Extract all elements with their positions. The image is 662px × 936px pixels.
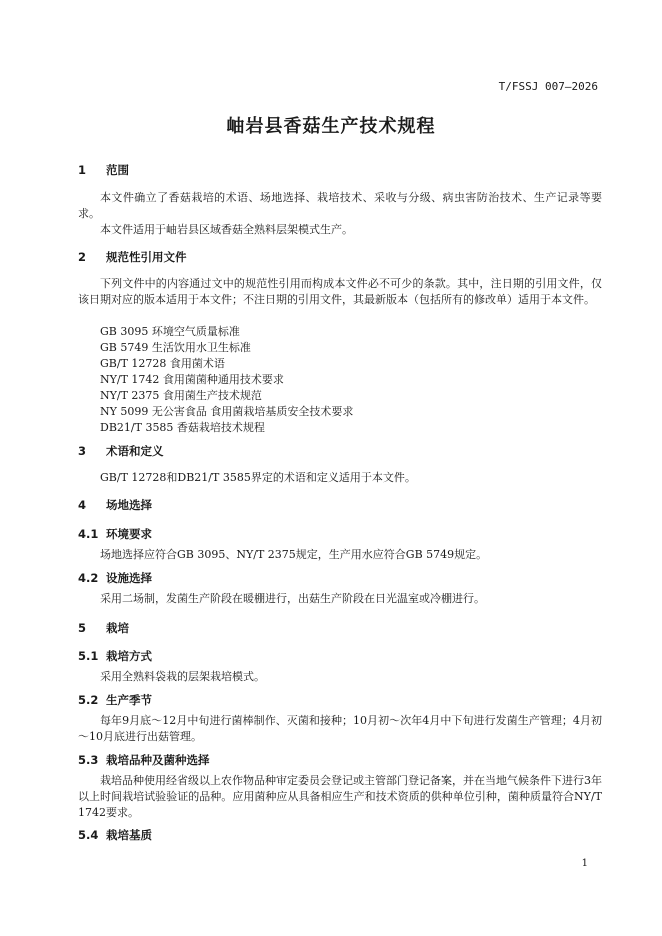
section-title: 栽培方式 <box>106 649 152 663</box>
section-title: 术语和定义 <box>106 444 164 458</box>
reference-item: GB 5749 生活饮用水卫生标准 <box>100 341 251 354</box>
section-number: 2 <box>78 250 87 264</box>
section-number: 1 <box>78 163 87 177</box>
paragraph: 每年9月底～12月中旬进行菌棒制作、灭菌和接种；10月初～次年4月中下旬进行发菌生产管理；4月初～10月底进行出菇管理。 <box>78 714 602 743</box>
section-4-heading <box>78 497 152 513</box>
paragraph: 下列文件中的内容通过文中的规范性引用而构成本文件必不可少的条款。其中，注日期的引用文件，仅该日期对应的版本适用于本文件；不注日期的引用文件，其最新版本（包括所有的修改单）适用于本文件。 <box>78 277 602 306</box>
reference-item: DB21/T 3585 香菇栽培技术规程 <box>100 421 265 434</box>
document-title: 岫岩县香菇生产技术规程 <box>226 116 436 137</box>
section-title: 生产季节 <box>106 693 152 707</box>
subsection-5-4-heading <box>78 827 152 843</box>
reference-item: GB/T 12728 食用菌术语 <box>100 357 225 370</box>
reference-item: NY/T 1742 食用菌菌种通用技术要求 <box>100 373 284 386</box>
section-number: 4 <box>78 498 87 512</box>
section-number: 5 <box>78 621 87 635</box>
document-code: T/FSSJ 007—2026 <box>498 80 598 93</box>
section-title: 栽培基质 <box>106 828 152 842</box>
section-title: 栽培 <box>106 621 129 635</box>
section-title: 规范性引用文件 <box>106 250 187 264</box>
section-number: 4.1 <box>78 527 99 541</box>
paragraph: 本文件确立了香菇栽培的术语、场地选择、栽培技术、采收与分级、病虫害防治技术、生产记录等要求。 <box>78 191 602 220</box>
subsection-5-3-heading <box>78 752 210 768</box>
section-3-heading <box>78 443 164 459</box>
paragraph: GB/T 12728和DB21/T 3585界定的术语和定义适用于本文件。 <box>100 471 416 484</box>
reference-item: NY/T 2375 食用菌生产技术规范 <box>100 389 262 402</box>
section-title: 栽培品种及菌种选择 <box>106 753 210 767</box>
section-number: 5.1 <box>78 649 99 663</box>
paragraph: 栽培品种使用经省级以上农作物品种审定委员会登记或主管部门登记备案，并在当地气候条件下进行3年以上时间栽培试验验证的品种。应用菌种应从具备相应生产和技术资质的供种单位引种，菌种质量符合NY/T 1742要求。 <box>78 774 602 819</box>
paragraph: 场地选择应符合GB 3095、NY/T 2375规定，生产用水应符合GB 5749规定。 <box>100 548 488 561</box>
section-2-heading <box>78 249 187 265</box>
section-5-heading <box>78 620 129 636</box>
section-title: 场地选择 <box>106 498 152 512</box>
section-title: 范围 <box>106 163 129 177</box>
reference-item: GB 3095 环境空气质量标准 <box>100 325 240 338</box>
section-title: 环境要求 <box>106 527 152 541</box>
section-number: 5.4 <box>78 828 99 842</box>
paragraph: 采用二场制，发菌生产阶段在暖棚进行，出菇生产阶段在日光温室或冷棚进行。 <box>100 592 485 605</box>
section-number: 5.2 <box>78 693 99 707</box>
page-number: 1 <box>581 858 588 869</box>
subsection-4-1-heading <box>78 526 152 542</box>
section-number: 3 <box>78 444 87 458</box>
paragraph: 采用全熟料袋栽的层架栽培模式。 <box>100 670 265 683</box>
section-title: 设施选择 <box>106 571 152 585</box>
paragraph: 本文件适用于岫岩县区域香菇全熟料层架模式生产。 <box>100 223 353 236</box>
subsection-5-1-heading <box>78 648 152 664</box>
section-number: 5.3 <box>78 753 99 767</box>
section-number: 4.2 <box>78 571 99 585</box>
section-1-heading <box>78 162 129 178</box>
reference-item: NY 5099 无公害食品 食用菌栽培基质安全技术要求 <box>100 405 354 418</box>
subsection-4-2-heading <box>78 570 152 586</box>
subsection-5-2-heading <box>78 692 152 708</box>
